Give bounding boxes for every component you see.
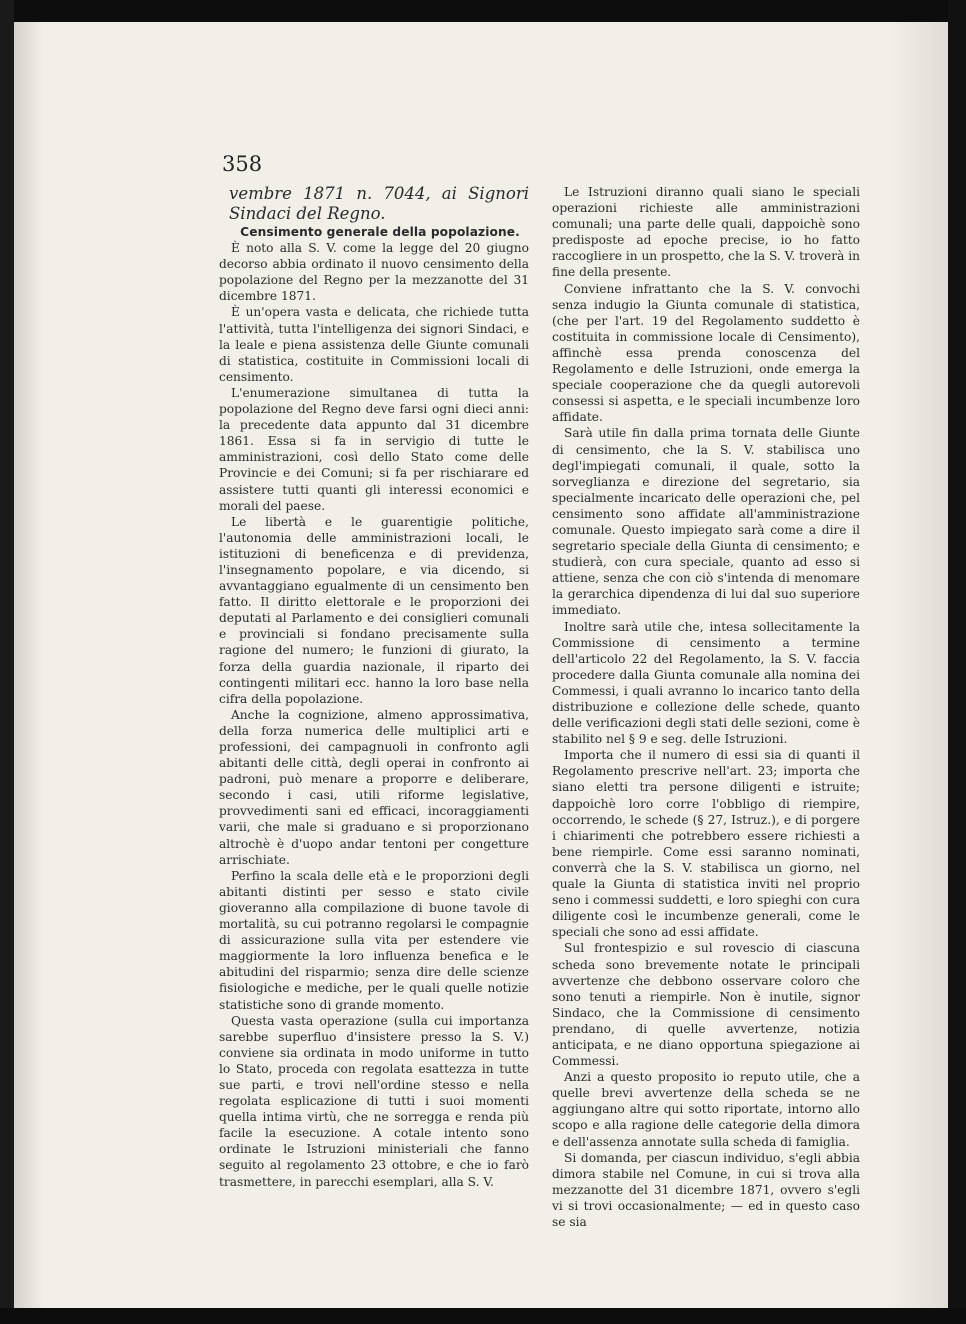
paragraph: Sarà utile fin dalla prima tornata delle Giunte di censimento, che la S. V. stabilisca uno degl'impiegati comunali, il quale, sotto la sorveglianza e direzione del segretario, sia specialmente incaricato delle operazioni che, pel censimento sono affidate all'amministrazione comunale. Questo impiegato sarà come a dire il segretario speciale della Giunta di censimento; e studierà, con cura speciale, quanto ad esso si attiene, senza che con ciò s'intenda di menomare la gerarchica dipendenza di lui dal suo superiore immediato. xyxy=(552,426,860,618)
paragraph: Importa che il numero di essi sia di quanti il Regolamento prescrive nell'art. 23; importa che siano eletti tra persone diligenti e istruite; dappoichè loro corre l'obbligo di riempire, occorrendo, le schede (§ 27, Istruz.), e di porgere i chiarimenti che potrebbero essere richiesti a bene riempirle. Come essi saranno nominati, converrà che la S. V. stabilisca un giorno, nel quale la Giunta di statistica inviti nel proprio seno i commessi suddetti, e loro spieghi con cura diligente così le incumbenze generali, come le speciali che sono ad essi affidate. xyxy=(552,748,860,940)
scan-border-top xyxy=(0,0,966,22)
left-column xyxy=(219,184,529,1190)
paragraph: Sul frontespizio e sul rovescio di ciascuna scheda sono brevemente notate le principali avvertenze che debbono osservare coloro che sono tenuti a riempirle. Non è inutile, signor Sindaco, che la Commissione di censimento prendano, di quelle avvertenze, notizia anticipata, e ne diano opportuna spiegazione ai Commessi. xyxy=(552,941,860,1069)
page-gutter-shadow xyxy=(14,22,44,1308)
heading-continuation: vembre 1871 n. 7044, ai Signori Sindaci del Regno. xyxy=(229,184,529,223)
paragraph: È noto alla S. V. come la legge del 20 giugno decorso abbia ordinato il nuovo censimento della popolazione del Regno per la mezzanotte del 31 dicembre 1871. xyxy=(219,241,529,304)
paragraph: Questa vasta operazione (sulla cui importanza sarebbe superfluo d'insistere presso la S. V.) conviene sia ordinata in modo uniforme in tutto lo Stato, proceda con regolata esattezza in tutte sue parti, e trovi nell'ordine stesso e nella regolata esplicazione di tutti i suoi momenti quella intima virtù, che ne sorregga e renda più facile la esecuzione. A cotale intento sono ordinate le Istruzioni ministeriali che fanno seguito al regolamento 23 ottobre, e che io farò trasmettere, in parecchi esemplari, alla S. V. xyxy=(219,1013,529,1189)
page-number: 358 xyxy=(222,152,263,176)
scan-border-right xyxy=(948,0,966,1324)
paragraph: Perfino la scala delle età e le proporzioni degli abitanti distinti per sesso e stato civile gioveranno alla compilazione di buone tavole di mortalità, su cui potranno regolarsi le compagnie di assicurazione sulla vita per estendere vie maggiormente la loro influenza benefica e le abitudini del risparmio; senza dire delle scienze fisiologiche e mediche, per le quali quelle notizie statistiche sono di grande momento. xyxy=(219,868,529,1012)
paragraph: Le Istruzioni diranno quali siano le speciali operazioni richieste alle amministrazioni comunali; una parte delle quali, dappoichè sono predisposte ad epoche precise, io ho fatto raccogliere in un prospetto, che la S. V. troverà in fine della presente. xyxy=(552,185,860,280)
paragraph: È un'opera vasta e delicata, che richiede tutta l'attività, tutta l'intelligenza dei signori Sindaci, e la leale e piena assistenza delle Giunte comunali di statistica, costituite in Commissioni locali di censimento. xyxy=(219,305,529,384)
paragraph: Le libertà e le guarentigie politiche, l'autonomia delle amministrazioni locali, le istituzioni di beneficenza e di previdenza, l'insegnamento popolare, e via dicendo, si avvantaggiano egualmente di un censimento ben fatto. Il diritto elettorale e le proporzioni dei deputati al Parlamento e dei consiglieri comunali e provinciali si fondano precisamente sulla ragione del numero; le funzioni di giurato, la forza della guardia nazionale, il riparto dei contingenti militari ecc. hanno la loro base nella cifra della popolazione. xyxy=(219,514,529,706)
paragraph: Si domanda, per ciascun individuo, s'egli abbia dimora stabile nel Comune, in cui si trova alla mezzanotte del 31 dicembre 1871, ovvero s'egli vi si trovi occasionalmente; — ed in questo caso se sia xyxy=(552,1150,860,1229)
section-title: Censimento generale della popolazione. xyxy=(240,225,520,239)
paragraph: Anche la cognizione, almeno approssimativa, della forza numerica delle multiplici arti e professioni, dei campagnuoli in confronto agli abitanti delle città, degli operai in confronto ai padroni, può menare a proporre e deliberare, secondo i casi, utili riforme legislative, provvedimenti sani ed efficaci, incoraggiamenti varii, che male si graduano e si proporzionano altrochè è d'uopo andar tentoni per congetture arrischiate. xyxy=(219,707,529,867)
paragraph: L'enumerazione simultanea di tutta la popolazione del Regno deve farsi ogni dieci anni: la precedente data appunto dal 31 dicembre 1861. Essa si fa in servigio di tutte le amministrazioni, così dello Stato come delle Provincie e dei Comuni; si fa per rischiarare ed assistere tutti quanti gli interessi economici e morali del paese. xyxy=(219,385,529,513)
scan-border-bottom xyxy=(0,1308,966,1324)
right-column xyxy=(552,184,860,1230)
paragraph: Anzi a questo proposito io reputo utile, che a quelle brevi avvertenze della scheda se ne aggiungano altre qui sotto riportate, intorno allo scopo e alla ragione delle categorie della dimora e dell'assenza annotate sulla scheda di famiglia. xyxy=(552,1070,860,1149)
page-edge-shadow xyxy=(888,22,948,1308)
paragraph: Inoltre sarà utile che, intesa sollecitamente la Commissione di censimento a termine dell'articolo 22 del Regolamento, la S. V. faccia procedere dalla Giunta comunale alla nomina dei Commessi, i quali avranno lo incarico tanto della distribuzione e collezione delle schede, quanto delle verificazioni degli stati delle sezioni, come è stabilito nel § 9 e seg. delle Istruzioni. xyxy=(552,619,860,747)
paragraph: Conviene infrattanto che la S. V. convochi senza indugio la Giunta comunale di statistica, (che per l'art. 19 del Regolamento suddetto è costituita in commissione locale di Censimento), affinchè essa prenda conoscenza del Regolamento e delle Istruzioni, onde emerga la speciale cooperazione che da quegli autorevoli consessi si aspetta, e le speciali incumbenze loro affidate. xyxy=(552,281,860,425)
scan-border-left xyxy=(0,0,14,1324)
